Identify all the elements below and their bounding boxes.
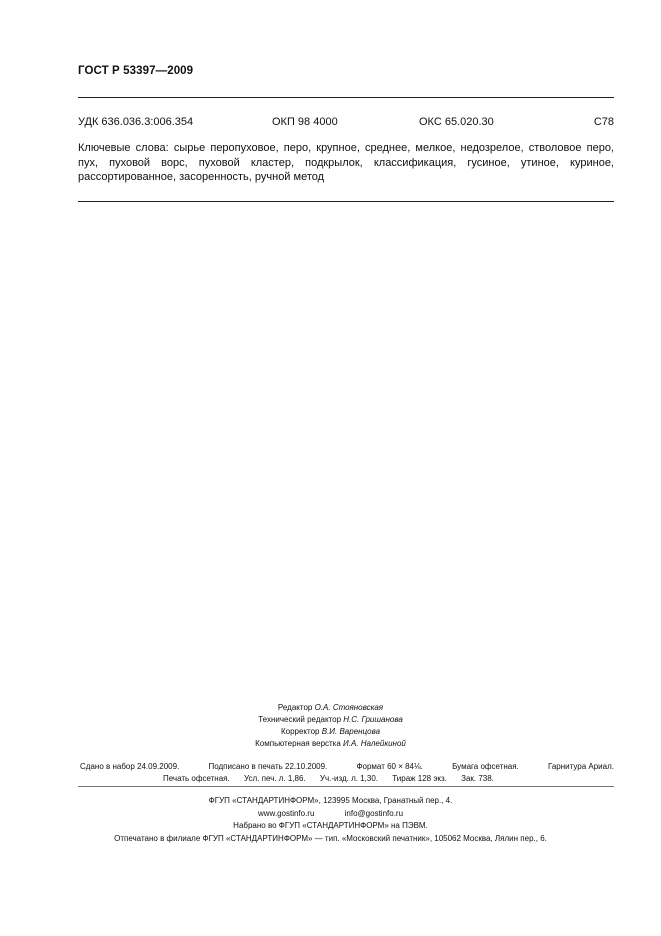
- tech-editor-label: Технический редактор: [258, 715, 342, 724]
- proofreader-row: [0, 726, 661, 738]
- publisher-contacts: [0, 808, 661, 821]
- printing-method: Печать офсетная.: [163, 774, 230, 783]
- credits-block: [0, 702, 661, 750]
- website-link[interactable]: www.gostinfo.ru: [257, 808, 315, 818]
- header-divider: [78, 97, 614, 98]
- proofreader-name: В.И. Варенцова: [321, 727, 381, 736]
- classification-line: [78, 116, 614, 130]
- paper-type: Бумага офсетная.: [452, 762, 519, 771]
- publication-row-1: [80, 761, 614, 773]
- group-code: С78: [593, 116, 614, 128]
- publication-details: [80, 761, 614, 785]
- keywords-paragraph: Ключевые слова: сырье перопуховое, перо, крупное, среднее, мелкое, недозрелое, стволовое перо, пух, пуховой ворс, пуховой кластер, подкрылок, классификация, гусиное, утиное, куриное, рассортированное, засоренность, ручной метод: [78, 142, 614, 183]
- typeface: Гарнитура Ариал.: [547, 762, 614, 771]
- layout-name: И.А. Налейкиной: [343, 739, 406, 748]
- order-number: Зак. 738.: [461, 774, 494, 783]
- typeset-date: Сдано в набор 24.09.2009.: [80, 762, 180, 771]
- editor-name: О.А. Стояновская: [314, 703, 384, 712]
- layout-row: [0, 738, 661, 750]
- layout-label: Компьютерная верстка: [255, 739, 341, 748]
- signed-date: Подписано в печать 22.10.2009.: [208, 762, 328, 771]
- printed-note: Отпечатано в филиале ФГУП «СТАНДАРТИНФОРМ» — тип. «Московский печатник», 105062 Москва, Лялин пер., 6.: [114, 833, 547, 843]
- editor-row: [0, 702, 661, 714]
- tech-editor-name: Н.С. Гришанова: [343, 715, 403, 724]
- proofreader-label: Корректор: [280, 727, 320, 736]
- udk-code: УДК 636.036.3:006.354: [78, 116, 194, 128]
- editor-label: Редактор: [277, 703, 313, 712]
- tech-editor-row: [0, 714, 661, 726]
- print-run: Тираж 128 экз.: [392, 774, 447, 783]
- keywords-divider: [78, 201, 614, 202]
- standard-code: ГОСТ Р 53397—2009: [78, 65, 194, 77]
- email-link[interactable]: info@gostinfo.ru: [344, 808, 404, 818]
- paper-format: Формат 60 × 84⅛.: [356, 762, 423, 771]
- publication-row-2: [80, 773, 614, 785]
- publisher-sheets: Уч.-изд. л. 1,30.: [319, 774, 379, 783]
- okp-code: ОКП 98 4000: [272, 116, 338, 128]
- typeset-note: Набрано во ФГУП «СТАНДАРТИНФОРМ» на ПЭВМ.: [233, 821, 428, 830]
- footer-divider: [78, 786, 614, 787]
- publisher-footer: [0, 795, 661, 845]
- oks-code: ОКС 65.020.30: [419, 116, 494, 128]
- print-sheets: Усл. печ. л. 1,86.: [243, 774, 306, 783]
- publisher-address: ФГУП «СТАНДАРТИНФОРМ», 123995 Москва, Гранатный пер., 4.: [208, 796, 453, 805]
